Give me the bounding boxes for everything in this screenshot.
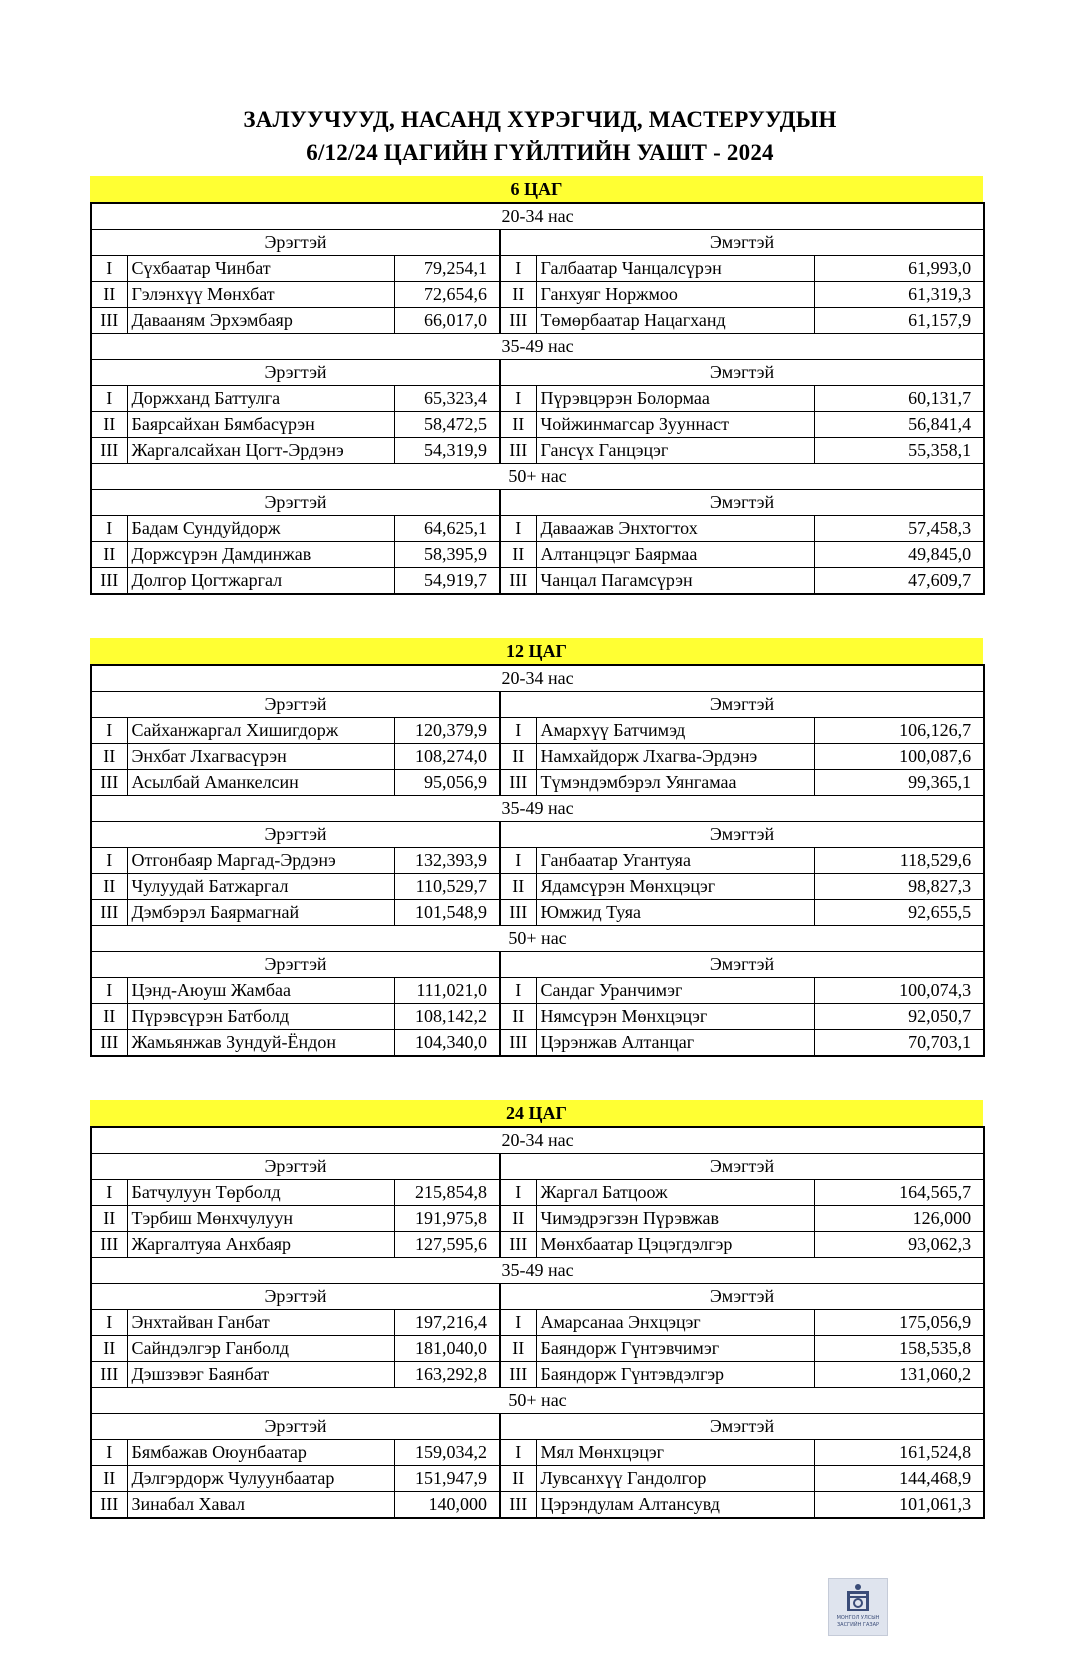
man-score-cell: 151,947,9 [394, 1466, 500, 1492]
man-score-cell: 54,919,7 [394, 568, 500, 595]
rank-cell: I [91, 386, 127, 412]
table-row [91, 1310, 984, 1336]
page-title-line-1: ЗАЛУУЧУУД, НАСАНД ХҮРЭГЧИД, МАСТЕРУУДЫН [243, 107, 837, 132]
rank-cell: III [500, 438, 536, 464]
table-row [91, 568, 984, 595]
rank-cell: III [500, 568, 536, 595]
men-header: Эрэгтэй [91, 692, 500, 718]
table-row [91, 848, 984, 874]
woman-name-cell: Лувсанхүү Гандолгор [536, 1466, 814, 1492]
rank-cell: III [91, 770, 127, 796]
results-table [90, 664, 985, 1057]
age-group-label: 35-49 нас [91, 1258, 984, 1284]
man-name-cell: Дэмбэрэл Баярмагнай [127, 900, 394, 926]
woman-score-cell: 100,074,3 [814, 978, 984, 1004]
section-heading: 12 ЦАГ [90, 638, 983, 664]
man-score-cell: 65,323,4 [394, 386, 500, 412]
man-name-cell: Цэнд-Аюуш Жамбаа [127, 978, 394, 1004]
woman-name-cell: Ганхуяг Норжмоо [536, 282, 814, 308]
woman-name-cell: Мял Мөнхцэцэг [536, 1440, 814, 1466]
women-header: Эмэгтэй [500, 692, 984, 718]
man-score-cell: 191,975,8 [394, 1206, 500, 1232]
rank-cell: III [91, 1030, 127, 1057]
table-row [91, 900, 984, 926]
woman-name-cell: Ганбаатар Угантуяа [536, 848, 814, 874]
age-group-label: 35-49 нас [91, 334, 984, 360]
man-score-cell: 163,292,8 [394, 1362, 500, 1388]
rank-cell: I [500, 256, 536, 282]
woman-name-cell: Галбаатар Чанцалсүрэн [536, 256, 814, 282]
table-row [91, 744, 984, 770]
table-row [91, 542, 984, 568]
man-score-cell: 66,017,0 [394, 308, 500, 334]
woman-name-cell: Алтанцэцэг Баярмаа [536, 542, 814, 568]
man-name-cell: Бямбажав Оюунбаатар [127, 1440, 394, 1466]
man-score-cell: 215,854,8 [394, 1180, 500, 1206]
woman-name-cell: Түмэндэмбэрэл Уянгамаа [536, 770, 814, 796]
man-score-cell: 111,021,0 [394, 978, 500, 1004]
rank-cell: I [91, 1180, 127, 1206]
woman-name-cell: Төмөрбаатар Нацагханд [536, 308, 814, 334]
woman-name-cell: Чанцал Пагамсүрэн [536, 568, 814, 595]
gender-header-row [91, 360, 984, 386]
man-score-cell: 95,056,9 [394, 770, 500, 796]
age-group-row [91, 665, 984, 692]
man-name-cell: Жамьянжав Зундуй-Ёндон [127, 1030, 394, 1057]
rank-cell: I [500, 848, 536, 874]
woman-name-cell: Нямсүрэн Мөнхцэцэг [536, 1004, 814, 1030]
woman-score-cell: 92,050,7 [814, 1004, 984, 1030]
section-heading: 6 ЦАГ [90, 176, 983, 202]
woman-score-cell: 131,060,2 [814, 1362, 984, 1388]
table-row [91, 1440, 984, 1466]
man-name-cell: Тэрбиш Мөнхчулуун [127, 1206, 394, 1232]
woman-score-cell: 175,056,9 [814, 1310, 984, 1336]
woman-score-cell: 55,358,1 [814, 438, 984, 464]
man-score-cell: 101,548,9 [394, 900, 500, 926]
rank-cell: III [91, 1232, 127, 1258]
man-score-cell: 108,274,0 [394, 744, 500, 770]
table-row [91, 874, 984, 900]
age-group-row [91, 1127, 984, 1154]
woman-score-cell: 98,827,3 [814, 874, 984, 900]
table-row [91, 1336, 984, 1362]
table-row [91, 718, 984, 744]
man-name-cell: Доржсүрэн Дамдинжав [127, 542, 394, 568]
woman-score-cell: 144,468,9 [814, 1466, 984, 1492]
men-header: Эрэгтэй [91, 1414, 500, 1440]
rank-cell: II [91, 744, 127, 770]
men-header: Эрэгтэй [91, 952, 500, 978]
gender-header-row [91, 822, 984, 848]
gender-header-row [91, 490, 984, 516]
rank-cell: II [91, 412, 127, 438]
table-row [91, 438, 984, 464]
government-logo [828, 1578, 888, 1636]
woman-name-cell: Чойжинмагсар Зууннаст [536, 412, 814, 438]
woman-name-cell: Баяндорж Гүнтэвдэлгэр [536, 1362, 814, 1388]
age-group-label: 50+ нас [91, 464, 984, 490]
rank-cell: III [500, 1362, 536, 1388]
woman-score-cell: 49,845,0 [814, 542, 984, 568]
woman-score-cell: 60,131,7 [814, 386, 984, 412]
gender-header-row [91, 1284, 984, 1310]
table-row [91, 1492, 984, 1519]
rank-cell: I [500, 516, 536, 542]
table-row [91, 770, 984, 796]
man-score-cell: 104,340,0 [394, 1030, 500, 1057]
woman-name-cell: Амарсанаа Энхцэцэг [536, 1310, 814, 1336]
woman-score-cell: 61,157,9 [814, 308, 984, 334]
rank-cell: I [500, 718, 536, 744]
table-row [91, 282, 984, 308]
rank-cell: II [500, 744, 536, 770]
age-group-row [91, 1258, 984, 1284]
age-group-row [91, 464, 984, 490]
age-group-label: 50+ нас [91, 1388, 984, 1414]
man-name-cell: Батчулуун Төрболд [127, 1180, 394, 1206]
rank-cell: I [91, 978, 127, 1004]
rank-cell: II [500, 282, 536, 308]
man-name-cell: Зинабал Хавал [127, 1492, 394, 1519]
man-score-cell: 140,000 [394, 1492, 500, 1519]
women-header: Эмэгтэй [500, 822, 984, 848]
man-score-cell: 120,379,9 [394, 718, 500, 744]
woman-name-cell: Гансүх Ганцэцэг [536, 438, 814, 464]
man-name-cell: Баярсайхан Бямбасүрэн [127, 412, 394, 438]
man-score-cell: 132,393,9 [394, 848, 500, 874]
woman-score-cell: 158,535,8 [814, 1336, 984, 1362]
man-name-cell: Сайндэлгэр Ганболд [127, 1336, 394, 1362]
rank-cell: II [500, 1336, 536, 1362]
logo-text-line-1: МОНГОЛ УЛСЫН [836, 1615, 880, 1621]
man-score-cell: 79,254,1 [394, 256, 500, 282]
man-score-cell: 64,625,1 [394, 516, 500, 542]
rank-cell: III [91, 1362, 127, 1388]
woman-score-cell: 164,565,7 [814, 1180, 984, 1206]
man-name-cell: Долгор Цогтжаргал [127, 568, 394, 595]
woman-name-cell: Пүрэвцэрэн Болормаа [536, 386, 814, 412]
table-row [91, 1180, 984, 1206]
woman-name-cell: Баяндорж Гүнтэвчимэг [536, 1336, 814, 1362]
rank-cell: II [91, 1466, 127, 1492]
women-header: Эмэгтэй [500, 1414, 984, 1440]
woman-score-cell: 47,609,7 [814, 568, 984, 595]
man-score-cell: 108,142,2 [394, 1004, 500, 1030]
results-table [90, 1126, 985, 1519]
man-name-cell: Жаргалтуяа Анхбаяр [127, 1232, 394, 1258]
age-group-row [91, 796, 984, 822]
rank-cell: II [500, 874, 536, 900]
woman-name-cell: Сандаг Уранчимэг [536, 978, 814, 1004]
woman-name-cell: Цэрэндулам Алтансувд [536, 1492, 814, 1519]
woman-score-cell: 99,365,1 [814, 770, 984, 796]
rank-cell: III [91, 438, 127, 464]
woman-score-cell: 100,087,6 [814, 744, 984, 770]
table-row [91, 1232, 984, 1258]
table-row [91, 1466, 984, 1492]
woman-score-cell: 93,062,3 [814, 1232, 984, 1258]
gender-header-row [91, 952, 984, 978]
woman-score-cell: 106,126,7 [814, 718, 984, 744]
rank-cell: III [500, 1232, 536, 1258]
section-heading: 24 ЦАГ [90, 1100, 983, 1126]
results-section [90, 638, 983, 1057]
woman-score-cell: 56,841,4 [814, 412, 984, 438]
man-name-cell: Асылбай Аманкелсин [127, 770, 394, 796]
women-header: Эмэгтэй [500, 490, 984, 516]
men-header: Эрэгтэй [91, 490, 500, 516]
woman-score-cell: 92,655,5 [814, 900, 984, 926]
gender-header-row [91, 1154, 984, 1180]
woman-score-cell: 61,319,3 [814, 282, 984, 308]
men-header: Эрэгтэй [91, 360, 500, 386]
man-name-cell: Давааням Эрхэмбаяр [127, 308, 394, 334]
men-header: Эрэгтэй [91, 230, 500, 256]
rank-cell: III [500, 770, 536, 796]
age-group-label: 20-34 нас [91, 1127, 984, 1154]
man-score-cell: 110,529,7 [394, 874, 500, 900]
gender-header-row [91, 230, 984, 256]
gender-header-row [91, 1414, 984, 1440]
rank-cell: I [500, 978, 536, 1004]
rank-cell: II [500, 412, 536, 438]
man-name-cell: Сүхбаатар Чинбат [127, 256, 394, 282]
rank-cell: III [500, 900, 536, 926]
woman-score-cell: 161,524,8 [814, 1440, 984, 1466]
age-group-label: 20-34 нас [91, 665, 984, 692]
rank-cell: II [500, 542, 536, 568]
rank-cell: I [500, 386, 536, 412]
women-header: Эмэгтэй [500, 952, 984, 978]
table-row [91, 516, 984, 542]
man-name-cell: Энхбат Лхагвасүрэн [127, 744, 394, 770]
rank-cell: III [91, 308, 127, 334]
rank-cell: II [500, 1466, 536, 1492]
age-group-label: 20-34 нас [91, 203, 984, 230]
man-name-cell: Сайханжаргал Хишигдорж [127, 718, 394, 744]
man-score-cell: 197,216,4 [394, 1310, 500, 1336]
rank-cell: II [500, 1206, 536, 1232]
rank-cell: II [91, 1004, 127, 1030]
soyombo-emblem-icon [844, 1583, 872, 1613]
rank-cell: II [91, 282, 127, 308]
man-name-cell: Отгонбаяр Маргад-Эрдэнэ [127, 848, 394, 874]
rank-cell: III [91, 900, 127, 926]
rank-cell: II [91, 1206, 127, 1232]
table-row [91, 308, 984, 334]
woman-name-cell: Амархүү Батчимэд [536, 718, 814, 744]
logo-text-line-2: ЗАСГИЙН ГАЗАР [836, 1622, 880, 1628]
woman-score-cell: 61,993,0 [814, 256, 984, 282]
man-score-cell: 181,040,0 [394, 1336, 500, 1362]
table-row [91, 978, 984, 1004]
age-group-row [91, 926, 984, 952]
women-header: Эмэгтэй [500, 1154, 984, 1180]
woman-name-cell: Мөнхбаатар Цэцэгдэлгэр [536, 1232, 814, 1258]
age-group-row [91, 1388, 984, 1414]
table-row [91, 1030, 984, 1057]
man-name-cell: Бадам Сундуйдорж [127, 516, 394, 542]
man-name-cell: Чулуудай Батжаргал [127, 874, 394, 900]
woman-score-cell: 101,061,3 [814, 1492, 984, 1519]
man-name-cell: Дэлгэрдорж Чулуунбаатар [127, 1466, 394, 1492]
rank-cell: I [91, 1440, 127, 1466]
age-group-row [91, 203, 984, 230]
rank-cell: I [500, 1180, 536, 1206]
man-name-cell: Жаргалсайхан Цогт-Эрдэнэ [127, 438, 394, 464]
woman-name-cell: Юмжид Туяа [536, 900, 814, 926]
woman-name-cell: Намхайдорж Лхагва-Эрдэнэ [536, 744, 814, 770]
table-row [91, 1004, 984, 1030]
rank-cell: I [91, 256, 127, 282]
man-name-cell: Энхтайван Ганбат [127, 1310, 394, 1336]
man-score-cell: 54,319,9 [394, 438, 500, 464]
rank-cell: I [91, 1310, 127, 1336]
page-title-line-2: 6/12/24 ЦАГИЙН ГҮЙЛТИЙН УАШТ - 2024 [306, 140, 774, 165]
woman-name-cell: Даваажав Энхтогтох [536, 516, 814, 542]
man-score-cell: 127,595,6 [394, 1232, 500, 1258]
rank-cell: II [91, 542, 127, 568]
men-header: Эрэгтэй [91, 1284, 500, 1310]
table-row [91, 386, 984, 412]
rank-cell: II [91, 1336, 127, 1362]
man-name-cell: Гэлэнхүү Мөнхбат [127, 282, 394, 308]
age-group-row [91, 334, 984, 360]
table-row [91, 412, 984, 438]
woman-name-cell: Ядамсүрэн Мөнхцэцэг [536, 874, 814, 900]
rank-cell: III [500, 308, 536, 334]
rank-cell: II [500, 1004, 536, 1030]
rank-cell: III [500, 1492, 536, 1519]
man-name-cell: Доржханд Баттулга [127, 386, 394, 412]
table-row [91, 256, 984, 282]
women-header: Эмэгтэй [500, 360, 984, 386]
woman-score-cell: 57,458,3 [814, 516, 984, 542]
results-section [90, 1100, 983, 1519]
table-row [91, 1206, 984, 1232]
man-score-cell: 58,395,9 [394, 542, 500, 568]
men-header: Эрэгтэй [91, 822, 500, 848]
man-score-cell: 159,034,2 [394, 1440, 500, 1466]
rank-cell: III [500, 1030, 536, 1057]
rank-cell: I [91, 516, 127, 542]
man-name-cell: Дэшзэвэг Баянбат [127, 1362, 394, 1388]
woman-name-cell: Жаргал Батцоож [536, 1180, 814, 1206]
rank-cell: I [91, 718, 127, 744]
woman-score-cell: 70,703,1 [814, 1030, 984, 1057]
gender-header-row [91, 692, 984, 718]
rank-cell: III [91, 1492, 127, 1519]
age-group-label: 50+ нас [91, 926, 984, 952]
results-section [90, 176, 983, 595]
rank-cell: I [500, 1440, 536, 1466]
women-header: Эмэгтэй [500, 1284, 984, 1310]
table-row [91, 1362, 984, 1388]
woman-score-cell: 126,000 [814, 1206, 984, 1232]
woman-name-cell: Чимэдрэгзэн Пүрэвжав [536, 1206, 814, 1232]
woman-name-cell: Цэрэнжав Алтанцаг [536, 1030, 814, 1057]
rank-cell: I [91, 848, 127, 874]
men-header: Эрэгтэй [91, 1154, 500, 1180]
rank-cell: II [91, 874, 127, 900]
results-table [90, 202, 985, 595]
age-group-label: 35-49 нас [91, 796, 984, 822]
rank-cell: I [500, 1310, 536, 1336]
man-name-cell: Пүрэвсүрэн Батболд [127, 1004, 394, 1030]
woman-score-cell: 118,529,6 [814, 848, 984, 874]
women-header: Эмэгтэй [500, 230, 984, 256]
man-score-cell: 72,654,6 [394, 282, 500, 308]
rank-cell: III [91, 568, 127, 595]
man-score-cell: 58,472,5 [394, 412, 500, 438]
